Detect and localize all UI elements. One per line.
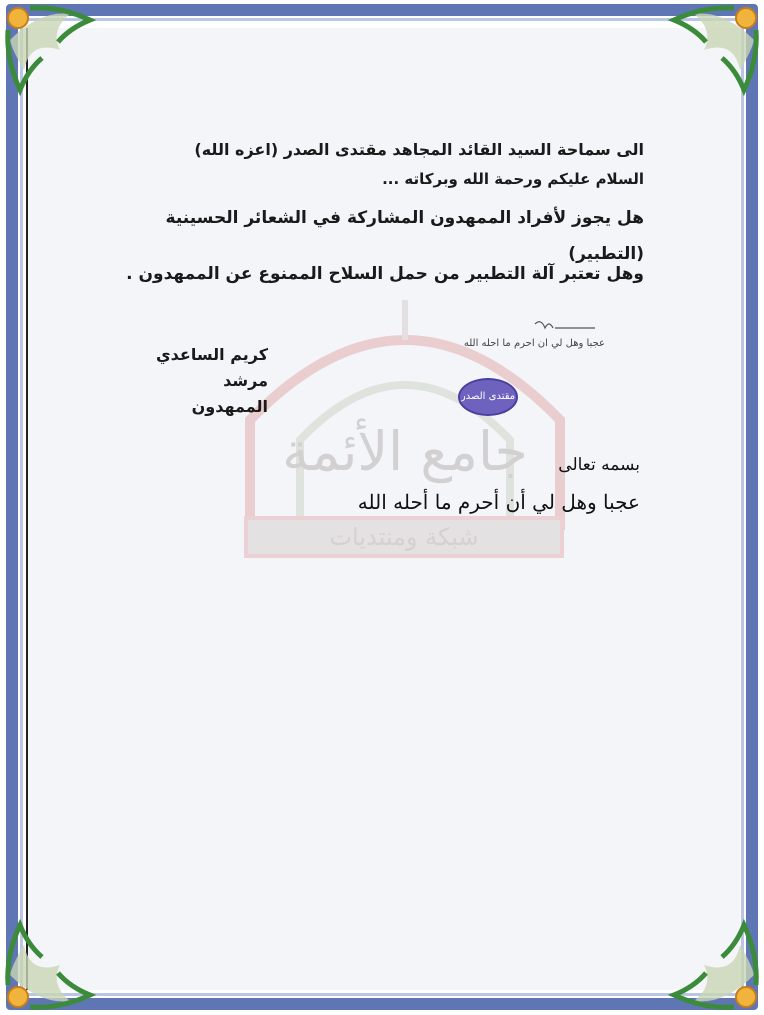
- watermark-label: جامع الأئمة: [282, 420, 528, 483]
- answer-heading: بسمه تعالى: [558, 455, 640, 475]
- answer-text: عجبا وهل لي أن أحرم ما أحله الله: [357, 490, 640, 514]
- question-line: هل يجوز لأفراد الممهدون المشاركة في الشعائر الحسينية: [165, 208, 644, 228]
- sender-block: [148, 342, 268, 420]
- greeting-line: السلام عليكم ورحمة الله وبركاته ...: [382, 170, 644, 188]
- ornament-corner-top-left: [0, 0, 120, 120]
- handwritten-note: عجبا وهل لي ان احرم ما احله الله: [463, 338, 605, 349]
- ornament-corner-bottom-right: [644, 895, 764, 1015]
- question-line: وهل تعتبر آلة التطبير من حمل السلاح الممنوع عن الممهدون .: [126, 264, 644, 284]
- ornament-corner-bottom-left: [0, 895, 120, 1015]
- question-line: (التطبير): [568, 244, 644, 264]
- official-seal: مقتدى الصدر: [458, 378, 518, 416]
- sender-name: كريم الساعدي: [156, 345, 268, 364]
- ornament-corner-top-right: [644, 0, 764, 120]
- address-line: الى سماحة السيد القائد المجاهد مقتدى الصدر (اعزه الله): [194, 140, 644, 159]
- watermark-strip: شبكة ومنتديات: [244, 516, 564, 558]
- sender-title: مرشد الممهدون: [191, 371, 268, 416]
